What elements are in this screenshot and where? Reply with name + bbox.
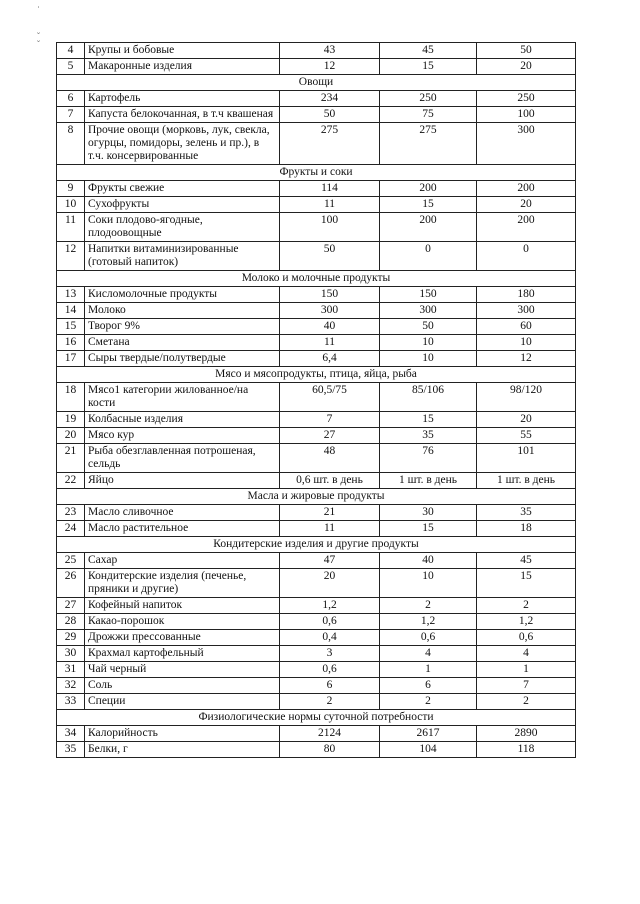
value-col-2: 10 bbox=[380, 351, 477, 367]
value-col-2: 2 bbox=[380, 598, 477, 614]
product-name: Сухофрукты bbox=[85, 197, 280, 213]
section-row bbox=[57, 367, 576, 383]
table-row bbox=[57, 553, 576, 569]
row-number: 33 bbox=[57, 694, 85, 710]
value-col-2: 275 bbox=[380, 123, 477, 165]
value-col-2: 85/106 bbox=[380, 383, 477, 412]
value-col-3: 12 bbox=[477, 351, 576, 367]
table-row bbox=[57, 505, 576, 521]
table-row bbox=[57, 473, 576, 489]
value-col-1: 114 bbox=[280, 181, 380, 197]
row-number: 7 bbox=[57, 107, 85, 123]
value-col-2: 75 bbox=[380, 107, 477, 123]
value-col-1: 234 bbox=[280, 91, 380, 107]
value-col-3: 250 bbox=[477, 91, 576, 107]
table-row bbox=[57, 428, 576, 444]
value-col-1: 275 bbox=[280, 123, 380, 165]
section-title: Молоко и молочные продукты bbox=[57, 271, 576, 287]
value-col-1: 7 bbox=[280, 412, 380, 428]
row-number: 26 bbox=[57, 569, 85, 598]
row-number: 11 bbox=[57, 213, 85, 242]
product-name: Какао-порошок bbox=[85, 614, 280, 630]
value-col-1: 43 bbox=[280, 43, 380, 59]
product-name: Молоко bbox=[85, 303, 280, 319]
row-number: 6 bbox=[57, 91, 85, 107]
value-col-1: 11 bbox=[280, 335, 380, 351]
product-name: Картофель bbox=[85, 91, 280, 107]
value-col-2: 150 bbox=[380, 287, 477, 303]
norms-table bbox=[56, 42, 576, 758]
row-number: 32 bbox=[57, 678, 85, 694]
row-number: 9 bbox=[57, 181, 85, 197]
row-number: 13 bbox=[57, 287, 85, 303]
value-col-3: 300 bbox=[477, 123, 576, 165]
value-col-3: 1,2 bbox=[477, 614, 576, 630]
value-col-3: 0,6 bbox=[477, 630, 576, 646]
row-number: 28 bbox=[57, 614, 85, 630]
value-col-2: 50 bbox=[380, 319, 477, 335]
section-row bbox=[57, 537, 576, 553]
section-title: Кондитерские изделия и другие продукты bbox=[57, 537, 576, 553]
table-row bbox=[57, 694, 576, 710]
product-name: Крупы и бобовые bbox=[85, 43, 280, 59]
value-col-2: 1,2 bbox=[380, 614, 477, 630]
value-col-3: 18 bbox=[477, 521, 576, 537]
section-title: Масла и жировые продукты bbox=[57, 489, 576, 505]
margin-mark: ˘ bbox=[37, 31, 40, 41]
row-number: 24 bbox=[57, 521, 85, 537]
section-title: Фрукты и соки bbox=[57, 165, 576, 181]
value-col-1: 80 bbox=[280, 742, 380, 758]
product-name: Капуста белокочанная, в т.ч квашеная bbox=[85, 107, 280, 123]
row-number: 19 bbox=[57, 412, 85, 428]
value-col-2: 0 bbox=[380, 242, 477, 271]
value-col-2: 15 bbox=[380, 197, 477, 213]
row-number: 35 bbox=[57, 742, 85, 758]
section-row bbox=[57, 75, 576, 91]
norms-table-body bbox=[57, 43, 576, 758]
value-col-2: 2 bbox=[380, 694, 477, 710]
product-name: Калорийность bbox=[85, 726, 280, 742]
row-number: 4 bbox=[57, 43, 85, 59]
row-number: 16 bbox=[57, 335, 85, 351]
section-title: Мясо и мясопродукты, птица, яйца, рыба bbox=[57, 367, 576, 383]
margin-mark: ˘ bbox=[37, 39, 40, 49]
value-col-3: 1 bbox=[477, 662, 576, 678]
table-row bbox=[57, 742, 576, 758]
value-col-3: 2 bbox=[477, 598, 576, 614]
value-col-3: 55 bbox=[477, 428, 576, 444]
value-col-1: 300 bbox=[280, 303, 380, 319]
table-row bbox=[57, 678, 576, 694]
value-col-2: 104 bbox=[380, 742, 477, 758]
row-number: 22 bbox=[57, 473, 85, 489]
table-row bbox=[57, 569, 576, 598]
value-col-3: 300 bbox=[477, 303, 576, 319]
value-col-3: 20 bbox=[477, 412, 576, 428]
product-name: Фрукты свежие bbox=[85, 181, 280, 197]
value-col-1: 11 bbox=[280, 197, 380, 213]
section-row bbox=[57, 165, 576, 181]
row-number: 25 bbox=[57, 553, 85, 569]
value-col-1: 150 bbox=[280, 287, 380, 303]
value-col-1: 0,4 bbox=[280, 630, 380, 646]
product-name: Кондитерские изделия (печенье, пряники и другие) bbox=[85, 569, 280, 598]
table-row bbox=[57, 43, 576, 59]
value-col-3: 0 bbox=[477, 242, 576, 271]
product-name: Соки плодово-ягодные, плодоовощные bbox=[85, 213, 280, 242]
value-col-1: 6 bbox=[280, 678, 380, 694]
row-number: 31 bbox=[57, 662, 85, 678]
value-col-2: 200 bbox=[380, 213, 477, 242]
table-row bbox=[57, 181, 576, 197]
value-col-3: 98/120 bbox=[477, 383, 576, 412]
value-col-1: 40 bbox=[280, 319, 380, 335]
product-name: Кисломолочные продукты bbox=[85, 287, 280, 303]
product-name: Соль bbox=[85, 678, 280, 694]
value-col-3: 101 bbox=[477, 444, 576, 473]
table-row bbox=[57, 630, 576, 646]
value-col-2: 30 bbox=[380, 505, 477, 521]
value-col-2: 200 bbox=[380, 181, 477, 197]
table-row bbox=[57, 614, 576, 630]
value-col-1: 100 bbox=[280, 213, 380, 242]
row-number: 20 bbox=[57, 428, 85, 444]
value-col-2: 15 bbox=[380, 59, 477, 75]
section-title: Овощи bbox=[57, 75, 576, 91]
value-col-3: 100 bbox=[477, 107, 576, 123]
margin-mark: ˙ bbox=[37, 5, 40, 15]
value-col-2: 2617 bbox=[380, 726, 477, 742]
value-col-2: 35 bbox=[380, 428, 477, 444]
value-col-3: 20 bbox=[477, 59, 576, 75]
value-col-3: 1 шт. в день bbox=[477, 473, 576, 489]
product-name: Крахмал картофельный bbox=[85, 646, 280, 662]
table-row bbox=[57, 412, 576, 428]
table-row bbox=[57, 646, 576, 662]
product-name: Колбасные изделия bbox=[85, 412, 280, 428]
value-col-1: 3 bbox=[280, 646, 380, 662]
value-col-1: 2124 bbox=[280, 726, 380, 742]
value-col-3: 15 bbox=[477, 569, 576, 598]
product-name: Сахар bbox=[85, 553, 280, 569]
value-col-3: 2 bbox=[477, 694, 576, 710]
product-name: Масло растительное bbox=[85, 521, 280, 537]
product-name: Мясо кур bbox=[85, 428, 280, 444]
table-row bbox=[57, 287, 576, 303]
table-row bbox=[57, 444, 576, 473]
value-col-1: 47 bbox=[280, 553, 380, 569]
value-col-1: 2 bbox=[280, 694, 380, 710]
table-row bbox=[57, 303, 576, 319]
value-col-2: 10 bbox=[380, 335, 477, 351]
row-number: 34 bbox=[57, 726, 85, 742]
value-col-2: 10 bbox=[380, 569, 477, 598]
value-col-2: 6 bbox=[380, 678, 477, 694]
value-col-3: 4 bbox=[477, 646, 576, 662]
value-col-3: 200 bbox=[477, 213, 576, 242]
value-col-2: 40 bbox=[380, 553, 477, 569]
row-number: 15 bbox=[57, 319, 85, 335]
value-col-3: 2890 bbox=[477, 726, 576, 742]
table-row bbox=[57, 351, 576, 367]
section-row bbox=[57, 489, 576, 505]
row-number: 30 bbox=[57, 646, 85, 662]
product-name: Прочие овощи (морковь, лук, свекла, огурцы, помидоры, зелень и пр.), в т.ч. консервированные bbox=[85, 123, 280, 165]
table-row bbox=[57, 123, 576, 165]
value-col-3: 35 bbox=[477, 505, 576, 521]
value-col-3: 45 bbox=[477, 553, 576, 569]
product-name: Яйцо bbox=[85, 473, 280, 489]
product-name: Масло сливочное bbox=[85, 505, 280, 521]
value-col-3: 200 bbox=[477, 181, 576, 197]
section-row bbox=[57, 710, 576, 726]
table-row bbox=[57, 213, 576, 242]
table-row bbox=[57, 91, 576, 107]
value-col-2: 1 шт. в день bbox=[380, 473, 477, 489]
table-row bbox=[57, 335, 576, 351]
row-number: 18 bbox=[57, 383, 85, 412]
value-col-2: 1 bbox=[380, 662, 477, 678]
row-number: 23 bbox=[57, 505, 85, 521]
value-col-1: 50 bbox=[280, 242, 380, 271]
value-col-3: 50 bbox=[477, 43, 576, 59]
row-number: 17 bbox=[57, 351, 85, 367]
value-col-1: 0,6 bbox=[280, 614, 380, 630]
value-col-3: 10 bbox=[477, 335, 576, 351]
product-name: Сметана bbox=[85, 335, 280, 351]
row-number: 5 bbox=[57, 59, 85, 75]
product-name: Макаронные изделия bbox=[85, 59, 280, 75]
row-number: 8 bbox=[57, 123, 85, 165]
row-number: 12 bbox=[57, 242, 85, 271]
value-col-3: 118 bbox=[477, 742, 576, 758]
section-title: Физиологические нормы суточной потребности bbox=[57, 710, 576, 726]
value-col-2: 45 bbox=[380, 43, 477, 59]
table-row bbox=[57, 662, 576, 678]
product-name: Напитки витаминизированные (готовый напиток) bbox=[85, 242, 280, 271]
value-col-2: 15 bbox=[380, 412, 477, 428]
table-row bbox=[57, 726, 576, 742]
value-col-1: 6,4 bbox=[280, 351, 380, 367]
value-col-2: 250 bbox=[380, 91, 477, 107]
row-number: 27 bbox=[57, 598, 85, 614]
product-name: Мясо1 категории жилованное/на кости bbox=[85, 383, 280, 412]
value-col-1: 0,6 bbox=[280, 662, 380, 678]
value-col-2: 0,6 bbox=[380, 630, 477, 646]
row-number: 10 bbox=[57, 197, 85, 213]
value-col-1: 27 bbox=[280, 428, 380, 444]
value-col-3: 7 bbox=[477, 678, 576, 694]
value-col-1: 12 bbox=[280, 59, 380, 75]
value-col-3: 60 bbox=[477, 319, 576, 335]
value-col-1: 60,5/75 bbox=[280, 383, 380, 412]
value-col-1: 0,6 шт. в день bbox=[280, 473, 380, 489]
row-number: 14 bbox=[57, 303, 85, 319]
value-col-2: 300 bbox=[380, 303, 477, 319]
value-col-1: 20 bbox=[280, 569, 380, 598]
table-row bbox=[57, 242, 576, 271]
section-row bbox=[57, 271, 576, 287]
table-row bbox=[57, 383, 576, 412]
value-col-1: 50 bbox=[280, 107, 380, 123]
product-name: Дрожжи прессованные bbox=[85, 630, 280, 646]
product-name: Чай черный bbox=[85, 662, 280, 678]
table-row bbox=[57, 197, 576, 213]
product-name: Белки, г bbox=[85, 742, 280, 758]
product-name: Кофейный напиток bbox=[85, 598, 280, 614]
row-number: 29 bbox=[57, 630, 85, 646]
table-row bbox=[57, 521, 576, 537]
product-name: Сыры твердые/полутвердые bbox=[85, 351, 280, 367]
value-col-3: 20 bbox=[477, 197, 576, 213]
product-name: Творог 9% bbox=[85, 319, 280, 335]
table-row bbox=[57, 107, 576, 123]
product-name: Рыба обезглавленная потрошеная, сельдь bbox=[85, 444, 280, 473]
value-col-1: 48 bbox=[280, 444, 380, 473]
value-col-1: 11 bbox=[280, 521, 380, 537]
value-col-1: 1,2 bbox=[280, 598, 380, 614]
value-col-1: 21 bbox=[280, 505, 380, 521]
value-col-2: 76 bbox=[380, 444, 477, 473]
row-number: 21 bbox=[57, 444, 85, 473]
table-row bbox=[57, 598, 576, 614]
table-row bbox=[57, 319, 576, 335]
value-col-2: 4 bbox=[380, 646, 477, 662]
value-col-3: 180 bbox=[477, 287, 576, 303]
table-row bbox=[57, 59, 576, 75]
value-col-2: 15 bbox=[380, 521, 477, 537]
product-name: Специи bbox=[85, 694, 280, 710]
